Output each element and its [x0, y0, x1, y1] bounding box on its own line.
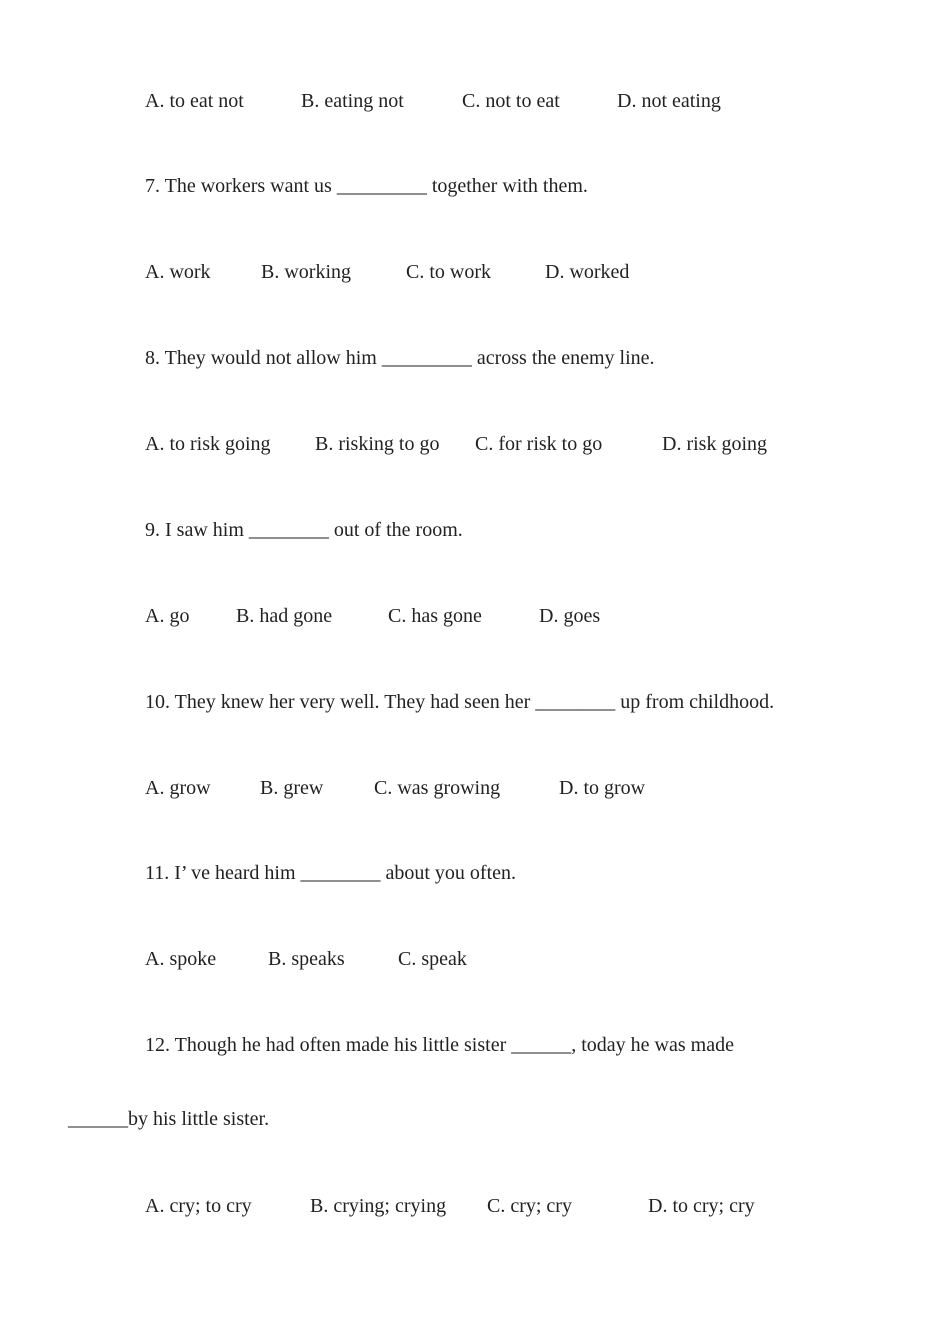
q11-option-b: B. speaks [268, 948, 345, 970]
q10-option-c: C. was growing [374, 777, 501, 799]
q11-option-a: A. spoke [145, 948, 217, 970]
q7-option-a: A. work [145, 261, 211, 283]
q9-option-a: A. go [145, 605, 190, 627]
q9-options-row [0, 603, 950, 629]
q9-option-c: C. has gone [388, 605, 482, 627]
q12-stem-line-2: ______by his little sister. [68, 1108, 270, 1130]
q7-option-b: B. working [261, 261, 351, 283]
q6-option-b: B. eating not [301, 90, 404, 112]
q11-options-row [0, 946, 950, 972]
q6-option-c: C. not to eat [462, 90, 560, 112]
q12-stem-line-1: 12. Though he had often made his little sister ______, today he was made [145, 1034, 734, 1056]
q7-stem-row [0, 173, 950, 199]
q12-stem-row-1 [0, 1032, 950, 1058]
q6-option-d: D. not eating [617, 90, 721, 112]
q9-option-d: D. goes [539, 605, 601, 627]
q11-stem: 11. I’ ve heard him ________ about you often. [145, 862, 517, 884]
q12-option-d: D. to cry; cry [648, 1195, 755, 1217]
q10-option-a: A. grow [145, 777, 211, 799]
q6-option-a: A. to eat not [145, 90, 244, 112]
q10-option-b: B. grew [260, 777, 324, 799]
q7-stem: 7. The workers want us _________ together with them. [145, 175, 588, 197]
q10-option-d: D. to grow [559, 777, 646, 799]
q9-option-b: B. had gone [236, 605, 333, 627]
q7-option-d: D. worked [545, 261, 630, 283]
q7-options-row [0, 259, 950, 285]
q12-stem-row-2 [0, 1106, 950, 1132]
q8-option-d: D. risk going [662, 433, 767, 455]
q12-options-row [0, 1193, 950, 1219]
q6-options-row [0, 88, 950, 114]
q8-option-c: C. for risk to go [475, 433, 603, 455]
q8-option-b: B. risking to go [315, 433, 440, 455]
q9-stem-row [0, 517, 950, 543]
q7-option-c: C. to work [406, 261, 491, 283]
q8-options-row [0, 431, 950, 457]
q10-stem-row [0, 689, 950, 715]
q12-option-b: B. crying; crying [310, 1195, 447, 1217]
q12-option-a: A. cry; to cry [145, 1195, 252, 1217]
q9-stem: 9. I saw him ________ out of the room. [145, 519, 463, 541]
q10-stem: 10. They knew her very well. They had seen her ________ up from childhood. [145, 691, 775, 713]
q8-option-a: A. to risk going [145, 433, 271, 455]
q10-options-row [0, 775, 950, 801]
q11-option-c: C. speak [398, 948, 467, 970]
q8-stem-row [0, 345, 950, 371]
q12-option-c: C. cry; cry [487, 1195, 572, 1217]
q8-stem: 8. They would not allow him _________ across the enemy line. [145, 347, 655, 369]
q11-stem-row [0, 860, 950, 886]
